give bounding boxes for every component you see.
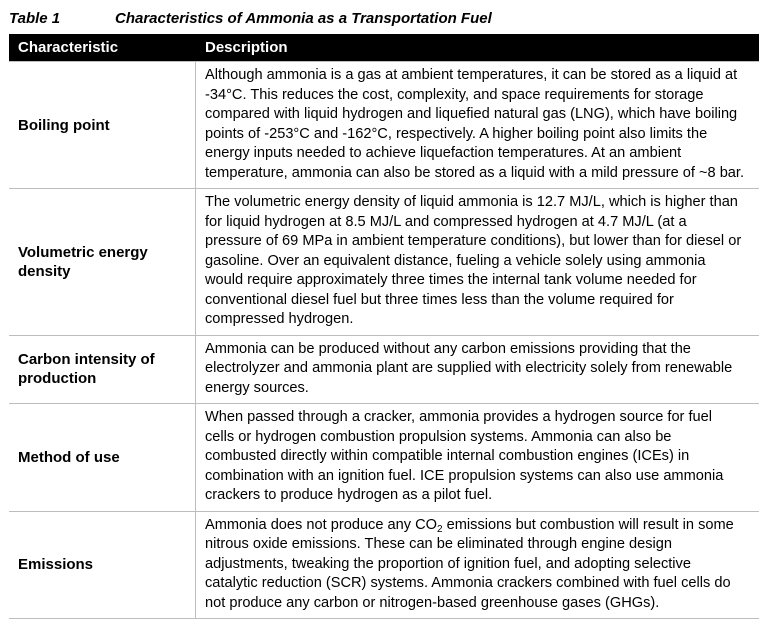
characteristic-cell: Method of use xyxy=(9,404,196,511)
description-cell xyxy=(196,512,759,619)
description-cell: Ammonia can be produced without any carbon emissions providing that the electrolyzer and ammonia plant are supplied with electricity solely from renewable energy sources. xyxy=(205,340,733,396)
description-cell: When passed through a cracker, ammonia provides a hydrogen source for fuel cells or hydrogen combustion propulsion systems. Ammonia can also be combusted directly within compatible internal combustion engines (ICEs) in combination with an ignition fuel. ICE propulsion systems can also use ammonia crackers to produce hydrogen as a pilot fuel. xyxy=(205,409,724,503)
table-row xyxy=(9,403,759,511)
description-text: Ammonia does not produce any CO xyxy=(205,516,438,533)
description-text: emissions but combustion will result in some nitrous oxide emissions. These can be eliminated through engine design adjustments, tweaking the proportion of ignition fuel, and adopting selective catalytic reduction (SCR) systems. Ammonia crackers combined with fuel cells do not produce any carbon or nitrogen-based greenhouse gases (GHGs). xyxy=(205,516,734,611)
table-row xyxy=(9,511,759,619)
header-description: Description xyxy=(205,39,288,56)
characteristic-cell: Boiling point xyxy=(9,62,196,188)
table-header-row xyxy=(9,34,759,61)
characteristic-cell: Emissions xyxy=(9,512,196,619)
table-row xyxy=(9,61,759,188)
characteristic-cell: Volumetric energy density xyxy=(9,189,196,335)
table-title: Characteristics of Ammonia as a Transportation Fuel xyxy=(115,10,492,27)
header-characteristic: Characteristic xyxy=(18,39,119,56)
subscript-text: 2 xyxy=(437,523,443,535)
characteristic-cell: Carbon intensity of production xyxy=(9,336,196,404)
table-label: Table 1 xyxy=(9,10,61,27)
table-caption xyxy=(9,9,492,29)
characteristics-table xyxy=(9,34,759,619)
table-row xyxy=(9,335,759,404)
description-cell: The volumetric energy density of liquid ammonia is 12.7 MJ/L, which is higher than for liquid hydrogen at 8.5 MJ/L and compressed hydrogen at 4.7 MJ/L (at a pressure of 69 MPa in ambient temperature conditions), but lower than for diesel or gasoline. Over an equivalent distance, fueling a vehicle solely using ammonia would require approximately three times the internal tank volume needed for conventional diesel fuel but three times less than the volume required for compressed hydrogen. xyxy=(205,194,742,327)
table-row xyxy=(9,188,759,335)
description-cell: Although ammonia is a gas at ambient temperatures, it can be stored as a liquid at -34°C. This reduces the cost, complexity, and space requirements for storage compared with liquid hydrogen and liquefied natural gas (LNG), which have boiling points of -253°C and -162°C, respectively. A higher boiling point also limits the energy inputs needed to achieve liquefaction temperatures. At an ambient temperature, ammonia can also be stored as a liquid with a mild pressure of ~8 bar. xyxy=(205,67,745,181)
